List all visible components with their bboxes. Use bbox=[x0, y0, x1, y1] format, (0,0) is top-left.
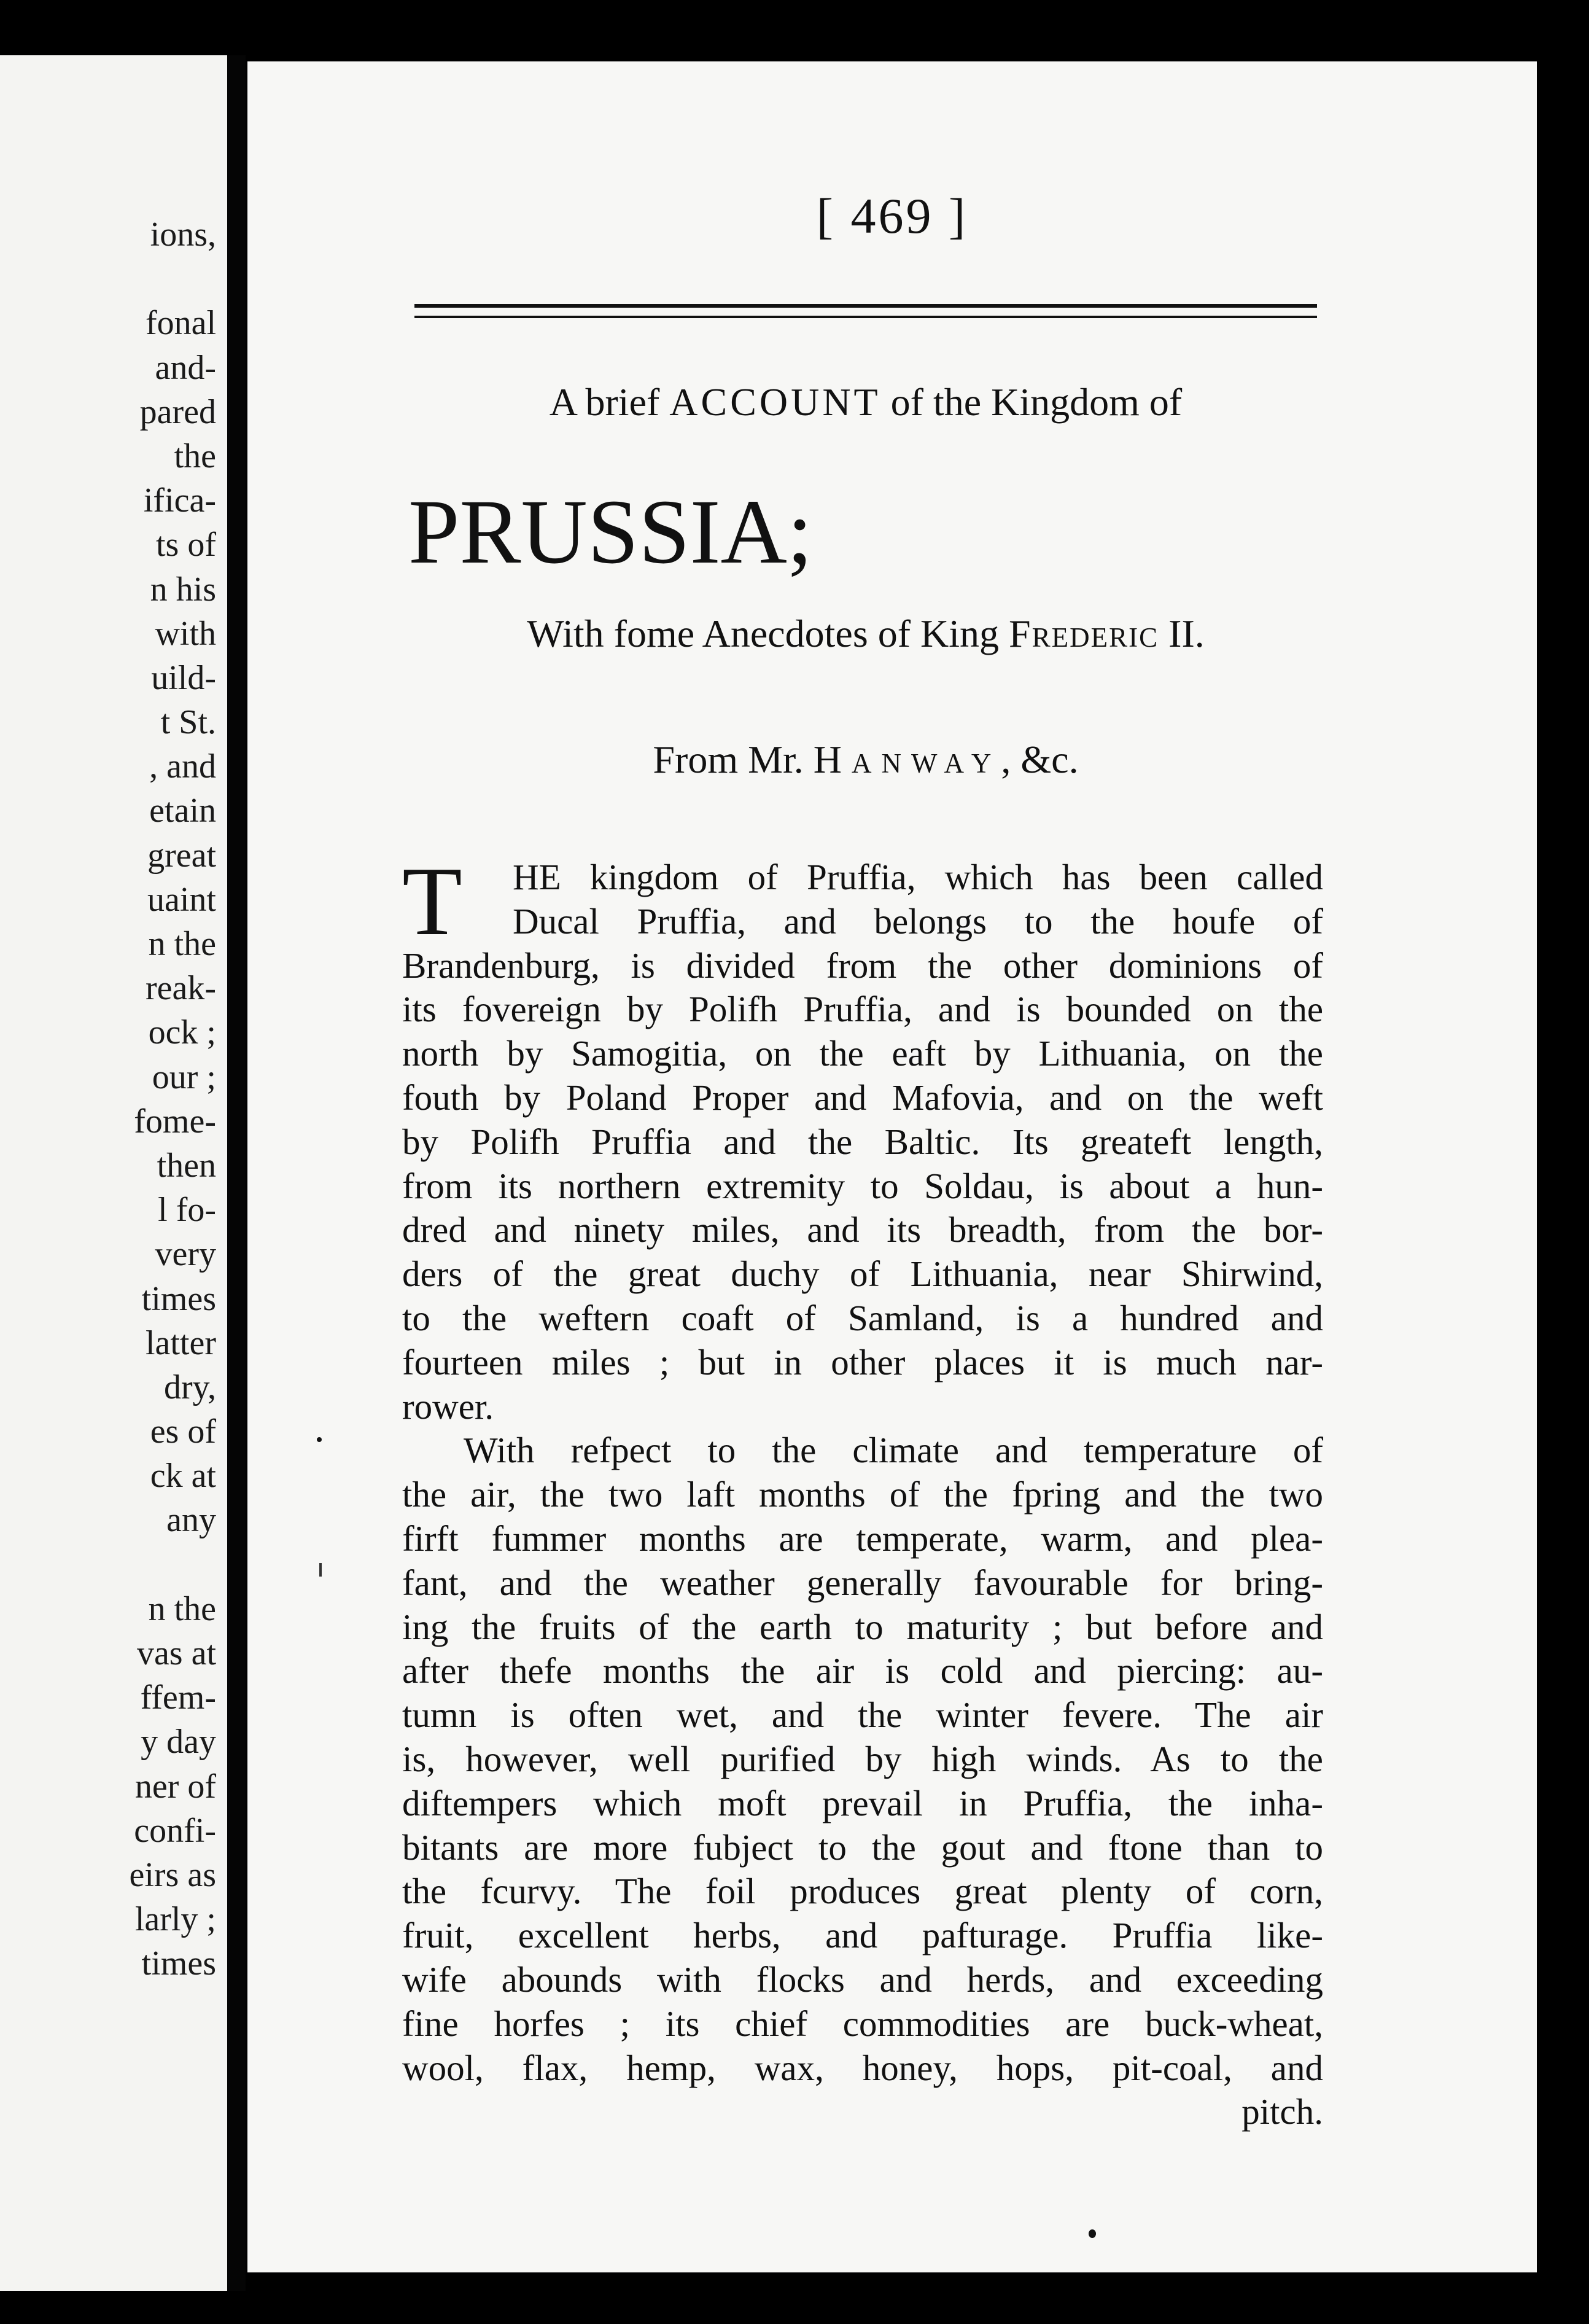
left-line-fragment: larly ; bbox=[134, 1900, 216, 1939]
body-text bbox=[402, 846, 1323, 2134]
drop-cap: T bbox=[402, 846, 462, 956]
left-line-fragment: any bbox=[166, 1501, 216, 1540]
main-page bbox=[247, 61, 1537, 2272]
left-page-fragment bbox=[0, 55, 227, 2291]
attribution-prefix: From Mr. bbox=[653, 738, 814, 781]
text-line: HE kingdom of Pruffia, which has been called bbox=[513, 857, 1323, 897]
left-line-fragment: es of bbox=[150, 1413, 216, 1451]
text-line: fant, and the weather generally favourable for bring- bbox=[402, 1562, 1323, 1603]
left-line-fragment: l fo- bbox=[158, 1191, 216, 1230]
left-line-fragment: reak- bbox=[145, 969, 216, 1008]
left-line-fragment bbox=[129, 257, 216, 301]
left-line-fragment: fome- bbox=[134, 1102, 216, 1141]
left-line-fragment: eirs as bbox=[129, 1855, 216, 1894]
text-line: Brandenburg, is divided from the other dominions of bbox=[402, 945, 1323, 986]
page-number: [ 469 ] bbox=[816, 188, 968, 244]
left-line-fragment: pared bbox=[139, 392, 216, 431]
main-title: PRUSSIA; bbox=[408, 481, 813, 583]
subtitle bbox=[408, 611, 1323, 657]
left-line-fragment: the bbox=[174, 437, 216, 475]
left-line-fragment: dry, bbox=[163, 1368, 216, 1406]
left-page-text bbox=[129, 213, 216, 1986]
title-suffix: of the Kingdom of bbox=[880, 380, 1183, 424]
left-line-fragment: n the bbox=[148, 925, 216, 963]
left-line-fragment: ock ; bbox=[148, 1013, 216, 1052]
left-line-fragment: etain bbox=[149, 792, 216, 830]
text-line: ing the fruits of the earth to maturity ; but before and bbox=[402, 1606, 1323, 1647]
attribution-suffix: , &c. bbox=[1001, 738, 1079, 781]
left-line-fragment: very bbox=[155, 1235, 216, 1274]
left-line-fragment: ions, bbox=[150, 216, 216, 254]
subtitle-suffix: II. bbox=[1159, 612, 1205, 655]
left-line-fragment: uild- bbox=[151, 658, 216, 697]
header-rule-thick bbox=[414, 304, 1317, 308]
text-line: wool, flax, hemp, wax, honey, hops, pit-coal, and bbox=[402, 2047, 1323, 2088]
text-line: fruit, excellent herbs, and pafturage. Pruffia like- bbox=[402, 1915, 1323, 1956]
text-line: ders of the great duchy of Lithuania, near Shirwind, bbox=[402, 1254, 1323, 1295]
left-line-fragment: n the bbox=[148, 1589, 216, 1628]
text-line: fouth by Poland Proper and Mafovia, and on the weft bbox=[402, 1077, 1323, 1118]
text-line: north by Samogitia, on the eaft by Lithuania, on the bbox=[402, 1033, 1323, 1074]
book-gutter bbox=[227, 55, 246, 2291]
text-line: is, however, well purified by high winds. As to the bbox=[402, 1738, 1323, 1779]
left-line-fragment: times bbox=[141, 1944, 216, 1983]
title-line bbox=[408, 380, 1323, 425]
text-line: the air, the two laft months of the fpring and the two bbox=[402, 1474, 1323, 1515]
title-prefix: A brief bbox=[549, 380, 670, 424]
left-line-fragment: and- bbox=[155, 348, 216, 387]
left-line-fragment: t St. bbox=[160, 703, 216, 742]
left-line-fragment: fonal bbox=[145, 304, 216, 343]
text-line: fine horfes ; its chief commodities are buck-wheat, bbox=[402, 2003, 1323, 2044]
text-line: Ducal Pruffia, and belongs to the houfe of bbox=[513, 900, 1323, 942]
page-speck bbox=[317, 1437, 322, 1442]
header-rule-thin bbox=[414, 316, 1317, 318]
text-line: With refpect to the climate and temperature of bbox=[464, 1430, 1323, 1471]
text-line: to the weftern coaft of Samland, is a hundred and bbox=[402, 1297, 1323, 1338]
text-line: rower. bbox=[402, 1386, 494, 1427]
text-line: bitants are more fubject to the gout and ftone than to bbox=[402, 1827, 1323, 1868]
left-line-fragment: vas at bbox=[136, 1634, 216, 1672]
text-line: fourteen miles ; but in other places it is much nar- bbox=[402, 1341, 1323, 1382]
left-line-fragment: ifica- bbox=[143, 482, 216, 520]
text-line: the fcurvy. The foil produces great plenty of corn, bbox=[402, 1871, 1323, 1912]
text-line: wife abounds with flocks and herds, and exceeding bbox=[402, 1959, 1323, 2000]
page-mark bbox=[319, 1563, 322, 1577]
text-line: by Polifh Pruffia and the Baltic. Its greateft length, bbox=[402, 1121, 1323, 1162]
left-line-fragment: latter bbox=[145, 1324, 216, 1362]
left-line-fragment: times bbox=[141, 1279, 216, 1318]
paragraph-1 bbox=[402, 856, 1323, 1429]
subtitle-name: Frederic bbox=[1009, 612, 1159, 655]
text-line: tumn is often wet, and the winter fevere. The air bbox=[402, 1694, 1323, 1736]
left-line-fragment: , and bbox=[149, 747, 216, 786]
text-line: after thefe months the air is cold and piercing: au- bbox=[402, 1650, 1323, 1691]
left-line-fragment: our ; bbox=[152, 1058, 216, 1096]
left-line-fragment: y day bbox=[141, 1723, 216, 1761]
left-line-fragment: ck at bbox=[150, 1457, 216, 1495]
attribution-name: Hanway bbox=[813, 738, 1001, 781]
text-line: dred and ninety miles, and its breadth, from the bor- bbox=[402, 1209, 1323, 1250]
left-line-fragment: ffem- bbox=[140, 1679, 216, 1717]
page-speck bbox=[1089, 2229, 1096, 2238]
left-line-fragment: n his bbox=[150, 570, 216, 609]
text-line: diftempers which moft prevail in Pruffia, the inha- bbox=[402, 1782, 1323, 1823]
subtitle-prefix: With fome Anecdotes of King bbox=[527, 612, 1009, 655]
left-line-fragment: then bbox=[157, 1146, 216, 1185]
attribution bbox=[408, 737, 1323, 782]
left-line-fragment: with bbox=[155, 614, 216, 653]
catchword: pitch. bbox=[1241, 2091, 1323, 2132]
left-line-fragment: ner of bbox=[134, 1767, 216, 1806]
left-line-fragment: uaint bbox=[147, 880, 216, 919]
text-line: its fovereign by Polifh Pruffia, and is bounded on the bbox=[402, 989, 1323, 1030]
title-caps: ACCOUNT bbox=[669, 380, 881, 424]
paragraph-2 bbox=[402, 1429, 1323, 2090]
text-line: firft fummer months are temperate, warm, and plea- bbox=[402, 1518, 1323, 1559]
left-line-fragment bbox=[129, 1543, 216, 1587]
left-line-fragment: confi- bbox=[134, 1811, 216, 1850]
left-line-fragment: ts of bbox=[156, 526, 216, 564]
left-line-fragment: great bbox=[147, 836, 216, 875]
text-line: from its northern extremity to Soldau, is about a hun- bbox=[402, 1165, 1323, 1206]
